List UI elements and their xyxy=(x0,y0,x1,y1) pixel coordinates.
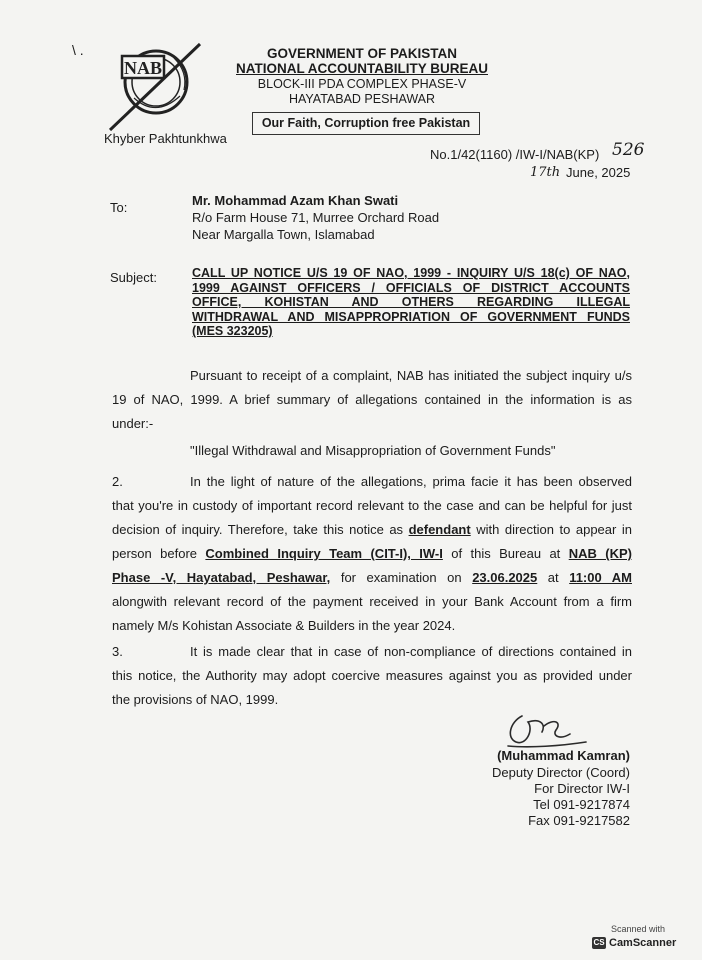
signatory-name: (Muhammad Kamran) xyxy=(497,748,630,763)
para2-line-3 xyxy=(112,518,632,542)
signatory-for: For Director IW-I xyxy=(534,781,630,796)
para2-line-5 xyxy=(112,566,632,590)
addressee-line-2: R/o Farm House 71, Murree Orchard Road xyxy=(192,210,440,225)
scanner-caption: Scanned with xyxy=(610,924,666,934)
signatory-designation: Deputy Director (Coord) xyxy=(492,765,630,780)
para2-line-1 xyxy=(112,470,632,494)
para3-line-1 xyxy=(112,640,632,664)
camscanner-icon: CS xyxy=(593,938,605,947)
logo-text: NAB xyxy=(123,58,163,78)
para3-line-2: this notice, the Authority may adopt coercive measures against you as provided under xyxy=(112,668,632,683)
handwritten-day: 17th xyxy=(530,165,561,180)
subject-line-4: WITHDRAWAL AND MISAPPROPRIATION OF GOVERNMENT FUNDS xyxy=(192,309,630,324)
para2-text-4c: of this Bureau at xyxy=(442,546,569,561)
signatory-tel: Tel 091-9217874 xyxy=(533,797,630,812)
appearance-time: 11:00 AM xyxy=(569,570,632,585)
para2-line-2: that you're in custody of important record relevant to the case and can be helpful for just xyxy=(112,498,632,513)
defendant-term: defendant xyxy=(408,522,471,537)
province-label: Khyber Pakhtunkhwa xyxy=(104,131,227,146)
subject-text xyxy=(192,266,630,339)
subject-label: Subject: xyxy=(110,270,157,285)
para1-line-2: 19 of NAO, 1999. A brief summary of allegations contained in the information is as xyxy=(112,392,632,407)
bureau-heading: NATIONAL ACCOUNTABILITY BUREAU xyxy=(236,61,488,76)
gov-heading: GOVERNMENT OF PAKISTAN xyxy=(266,46,457,61)
venue-address: Phase -V, Hayatabad, Peshawar, xyxy=(112,570,331,585)
nab-emblem-icon xyxy=(104,38,204,138)
addressee-line-3: Near Margalla Town, Islamabad xyxy=(192,227,375,242)
para2-text-3c: with direction to appear in xyxy=(470,522,632,537)
para2-line-4 xyxy=(112,542,632,566)
paragraph-2 xyxy=(112,470,632,638)
venue-nab-kp: NAB (KP) xyxy=(568,546,632,561)
inquiry-team: Combined Inquiry Team (CIT-I), IW-I xyxy=(205,546,443,561)
para2-text-4a: person before xyxy=(112,546,206,561)
appearance-date: 23.06.2025 xyxy=(472,570,538,585)
subject-line-3: OFFICE, KOHISTAN AND OTHERS REGARDING ILLEGAL xyxy=(192,295,630,309)
scanner-watermark xyxy=(592,937,676,949)
reference-number: No.1/42(1160) /IW-I/NAB(KP) xyxy=(430,147,600,162)
para2-line-7: namely M/s Kohistan Associate & Builders in the year 2024. xyxy=(112,618,456,633)
nab-logo xyxy=(104,38,204,138)
para1-line-3: under:- xyxy=(112,416,154,431)
para2-text-5d: at xyxy=(537,570,570,585)
letter-date: June, 2025 xyxy=(566,165,631,180)
para2-number: 2. xyxy=(112,474,123,489)
address-block: BLOCK-III PDA COMPLEX PHASE-V xyxy=(257,77,467,91)
para2-line-6: alongwith relevant record of the payment received in your Bank Account from a firm xyxy=(112,594,632,609)
subject-line-5: (MES 323205) xyxy=(192,324,273,338)
motto-box: Our Faith, Corruption free Pakistan xyxy=(252,112,480,135)
paragraph-1 xyxy=(112,364,632,436)
allegation-quote: "Illegal Withdrawal and Misappropriation of Government Funds" xyxy=(190,443,556,458)
para2-text-5b: for examination on xyxy=(330,570,473,585)
subject-line-2: 1999 AGAINST OFFICERS / OFFICIALS OF DISTRICT ACCOUNTS xyxy=(192,280,630,295)
para2-text-3a: decision of inquiry. Therefore, take this notice as xyxy=(112,522,409,537)
para1-line-1: Pursuant to receipt of a complaint, NAB has initiated the subject inquiry u/s xyxy=(190,368,632,383)
signatory-fax: Fax 091-9217582 xyxy=(528,813,630,828)
stray-mark: \ . xyxy=(72,42,84,58)
to-label: To: xyxy=(110,200,128,215)
para3-text-1: It is made clear that in case of non-compliance of directions contained in xyxy=(190,644,632,659)
handwritten-number: 526 xyxy=(612,140,645,160)
para2-text-1: In the light of nature of the allegations, prima facie it has been observed xyxy=(190,474,632,489)
paragraph-3 xyxy=(112,640,632,712)
subject-line-1: CALL UP NOTICE U/S 19 OF NAO, 1999 - INQUIRY U/S 18(c) OF NAO, xyxy=(192,266,630,280)
scanner-brand: CamScanner xyxy=(609,937,677,949)
para3-line-3: the provisions of NAO, 1999. xyxy=(112,692,279,707)
address-city: HAYATABAD PESHAWAR xyxy=(288,92,436,106)
para3-number: 3. xyxy=(112,644,123,659)
addressee-name: Mr. Mohammad Azam Khan Swati xyxy=(192,193,399,208)
